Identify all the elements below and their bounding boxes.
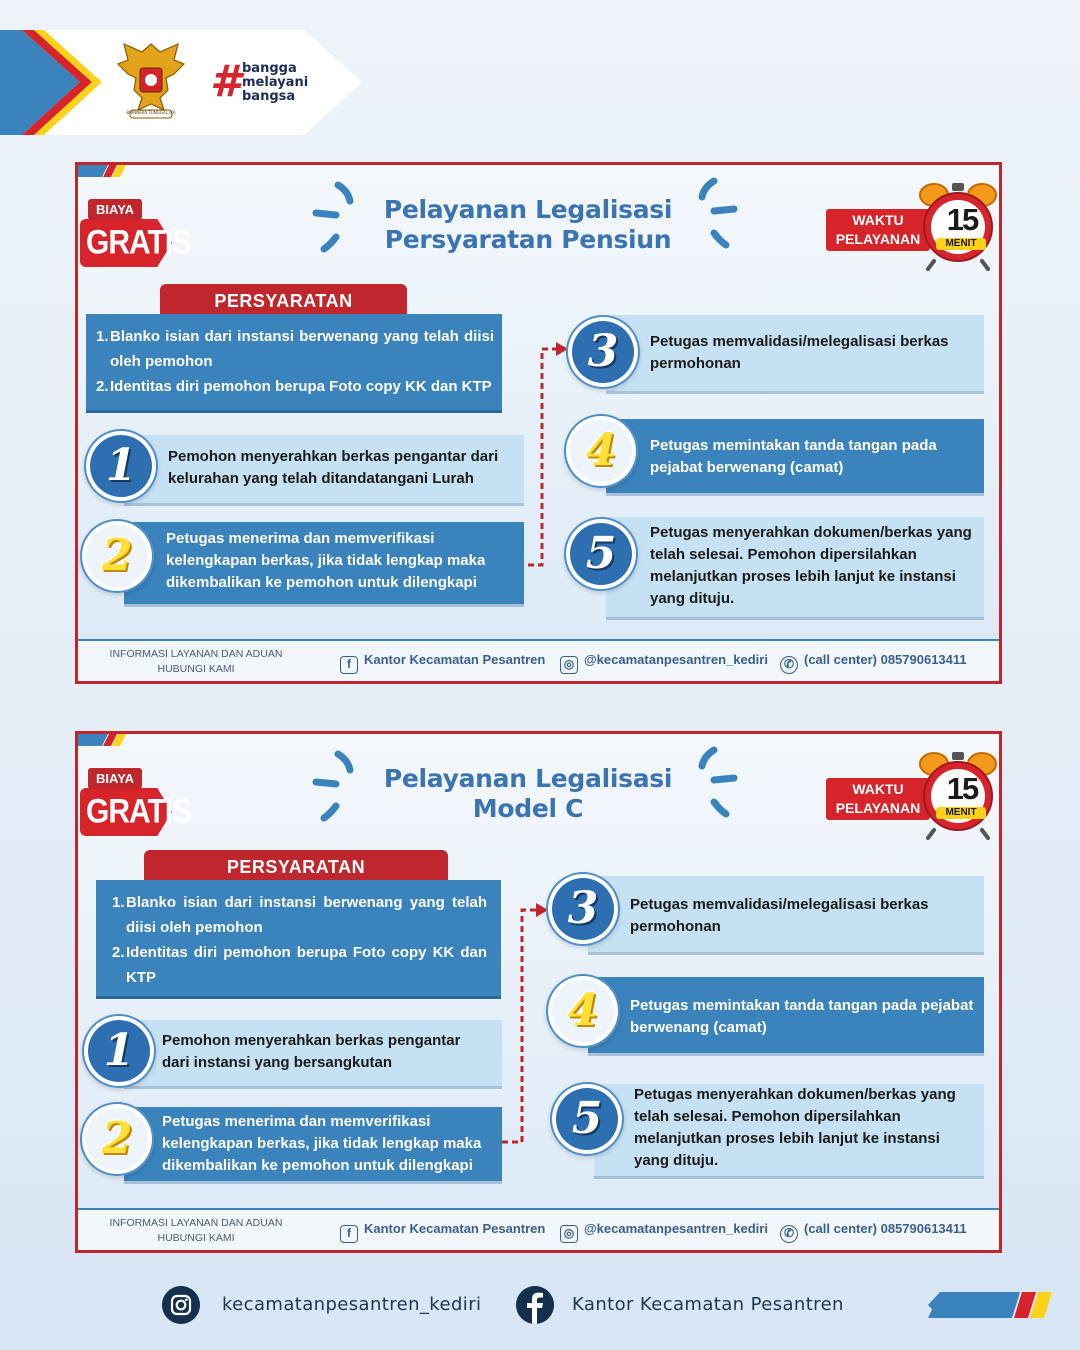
card-title (318, 195, 738, 255)
footer-info (98, 1216, 294, 1246)
biaya-value: GRATIS (86, 223, 192, 262)
step-number: 5 (585, 528, 617, 579)
biaya-label: BIAYA (88, 768, 142, 789)
bottom-facebook-name[interactable]: Kantor Kecamatan Pesantren (572, 1294, 844, 1315)
flow-connector (500, 902, 550, 1148)
facebook-icon[interactable] (516, 1286, 554, 1324)
step-3-badge (546, 872, 620, 946)
requirement-number: 2. (112, 944, 125, 961)
card-title-line-2: Model C (472, 794, 584, 823)
corner-stripes (78, 734, 130, 746)
requirement-item (112, 890, 487, 940)
service-card-pensiun (75, 162, 1002, 684)
requirement-number: 2. (96, 378, 109, 395)
step-number: 4 (567, 985, 599, 1036)
step-4 (588, 977, 984, 1053)
requirements-box (96, 880, 501, 996)
step-number: 2 (101, 530, 133, 581)
footer-facebook-link[interactable] (340, 1220, 545, 1243)
step-number: 3 (567, 883, 599, 934)
phone-icon: ✆ (780, 1225, 798, 1243)
service-card-model-c (75, 731, 1002, 1253)
corner-stripes (78, 165, 130, 177)
tagline (210, 56, 320, 110)
step-5-badge (550, 1082, 624, 1156)
swoosh-right-icon (694, 175, 740, 249)
step-text: Petugas memintakan tanda tangan pada pejabat berwenang (camat) (630, 997, 974, 1036)
card-title-line-2: Persyaratan Pensiun (384, 225, 672, 254)
waktu-value: 15 (946, 202, 978, 237)
instagram-icon: ◎ (560, 656, 578, 674)
footer-info-line-2: HUBUNGI KAMI (157, 1232, 235, 1244)
footer-info-line-1: INFORMASI LAYANAN DAN ADUAN (109, 648, 283, 660)
step-text: Petugas memintakan tanda tangan pada pejabat berwenang (camat) (650, 437, 937, 476)
requirement-text: Blanko isian dari instansi berwenang yang telah diisi oleh pemohon (110, 328, 494, 370)
footer-instagram-link[interactable] (560, 651, 768, 674)
bottom-stripes (928, 1292, 1060, 1318)
waktu-unit: MENIT (936, 807, 986, 819)
waktu-label-line-2: PELAYANAN (835, 800, 921, 816)
step-2 (124, 1107, 502, 1181)
footer-facebook-text: Kantor Kecamatan Pesantren (364, 1221, 546, 1236)
footer-facebook-link[interactable] (340, 651, 545, 674)
step-number: 4 (585, 425, 617, 476)
step-2-badge (80, 1102, 154, 1176)
step-5 (606, 517, 984, 617)
step-3-badge (566, 315, 640, 389)
flow-connector (526, 341, 568, 571)
card-title-line-1: Pelayanan Legalisasi (383, 764, 673, 793)
requirements-list (112, 890, 487, 990)
footer-info-line-2: HUBUNGI KAMI (157, 663, 235, 675)
step-1-badge (84, 429, 158, 503)
footer-phone-text: (call center) 085790613411 (804, 652, 967, 667)
step-5 (594, 1084, 984, 1176)
footer-phone-link[interactable] (780, 1220, 967, 1243)
waktu-unit: MENIT (936, 238, 986, 250)
requirement-item (96, 374, 494, 399)
step-number: 1 (103, 1025, 135, 1076)
step-text: Pemohon menyerahkan berkas pengantar dari instansi yang bersangkutan (162, 1032, 461, 1071)
step-text: Petugas menerima dan memverifikasi kelengkapan berkas, jika tidak lengkap maka dikembalikan ke pemohon untuk dilengkapi (162, 1113, 482, 1174)
step-number: 2 (101, 1113, 133, 1164)
footer-instagram-text: @kecamatanpesantren_kediri (584, 1221, 768, 1236)
card-footer (78, 639, 999, 681)
waktu-value: 15 (946, 771, 978, 806)
requirements-box (86, 314, 502, 410)
waktu-label-line-2: PELAYANAN (835, 231, 921, 247)
footer-info (98, 647, 294, 677)
phone-icon: ✆ (780, 656, 798, 674)
requirement-text: Blanko isian dari instansi berwenang yang telah diisi oleh pemohon (126, 894, 487, 936)
step-text: Petugas memvalidasi/melegalisasi berkas permohonan (630, 896, 929, 935)
footer-info-line-1: INFORMASI LAYANAN DAN ADUAN (109, 1217, 283, 1229)
step-1-badge (82, 1014, 156, 1088)
step-number: 3 (587, 326, 619, 377)
biaya-value: GRATIS (86, 792, 192, 831)
step-text: Petugas memvalidasi/melegalisasi berkas permohonan (650, 333, 949, 372)
footer-phone-link[interactable] (780, 651, 967, 674)
step-4-badge (546, 974, 620, 1048)
biaya-label: BIAYA (88, 199, 142, 220)
requirement-text: Identitas diri pemohon berupa Foto copy KK dan KTP (110, 378, 492, 395)
requirement-item (96, 324, 494, 374)
swoosh-right-icon (694, 744, 740, 818)
step-2 (124, 522, 524, 604)
bottom-instagram-handle[interactable]: kecamatanpesantren_kediri (222, 1294, 482, 1315)
requirement-number: 1. (96, 328, 109, 345)
biaya-badge (80, 199, 192, 269)
tagline-line-3: bangsa (242, 89, 296, 104)
waktu-label (826, 778, 930, 820)
biaya-badge (80, 768, 192, 838)
instagram-icon[interactable] (162, 1286, 200, 1324)
tagline-line-2: melayani (242, 75, 309, 90)
facebook-icon: f (340, 656, 358, 674)
step-text: Pemohon menyerahkan berkas pengantar dari kelurahan yang telah ditandatangani Lurah (168, 448, 499, 487)
requirements-list (96, 324, 494, 399)
step-number: 1 (105, 440, 137, 491)
footer-instagram-link[interactable] (560, 1220, 768, 1243)
step-3 (606, 315, 984, 391)
step-4 (606, 419, 984, 493)
page-header (0, 30, 362, 135)
step-text: Petugas menyerahkan dokumen/berkas yang telah selesai. Pemohon dipersilahkan melanjutkan proses lebih lanjut ke instansi yang dituju. (650, 524, 972, 607)
facebook-icon: f (340, 1225, 358, 1243)
emblem-motto: BHINNEKA TUNGGAL IKA (126, 110, 176, 115)
waktu-label-line-1: WAKTU (852, 212, 904, 228)
step-1 (124, 1020, 502, 1086)
requirement-item (112, 940, 487, 990)
step-text: Petugas menyerahkan dokumen/berkas yang telah selesai. Pemohon dipersilahkan melanjutkan proses lebih lanjut ke instansi yang dituju. (634, 1086, 956, 1169)
persyaratan-heading: PERSYARATAN (160, 284, 407, 318)
instagram-icon: ◎ (560, 1225, 578, 1243)
card-title-line-1: Pelayanan Legalisasi (383, 195, 673, 224)
tagline-hash: # (210, 56, 241, 107)
tagline-line-1: bangga (242, 61, 297, 76)
requirement-number: 1. (112, 894, 125, 911)
waktu-pelayanan (826, 181, 1001, 271)
persyaratan-heading: PERSYARATAN (144, 850, 448, 884)
waktu-label-line-1: WAKTU (852, 781, 904, 797)
step-text: Petugas menerima dan memverifikasi kelengkapan berkas, jika tidak lengkap maka dikembalikan ke pemohon untuk dilengkapi (166, 530, 486, 591)
step-4-badge (564, 414, 638, 488)
requirement-text: Identitas diri pemohon berupa Foto copy KK dan KTP (126, 944, 487, 986)
waktu-label (826, 209, 930, 251)
footer-facebook-text: Kantor Kecamatan Pesantren (364, 652, 546, 667)
footer-instagram-text: @kecamatanpesantren_kediri (584, 652, 768, 667)
waktu-pelayanan (826, 750, 1001, 840)
step-number: 5 (571, 1093, 603, 1144)
step-3 (588, 876, 984, 952)
footer-phone-text: (call center) 085790613411 (804, 1221, 967, 1236)
card-title (318, 764, 738, 824)
step-2-badge (80, 519, 154, 593)
step-5-badge (564, 517, 638, 591)
step-1 (124, 435, 524, 503)
card-footer (78, 1208, 999, 1250)
